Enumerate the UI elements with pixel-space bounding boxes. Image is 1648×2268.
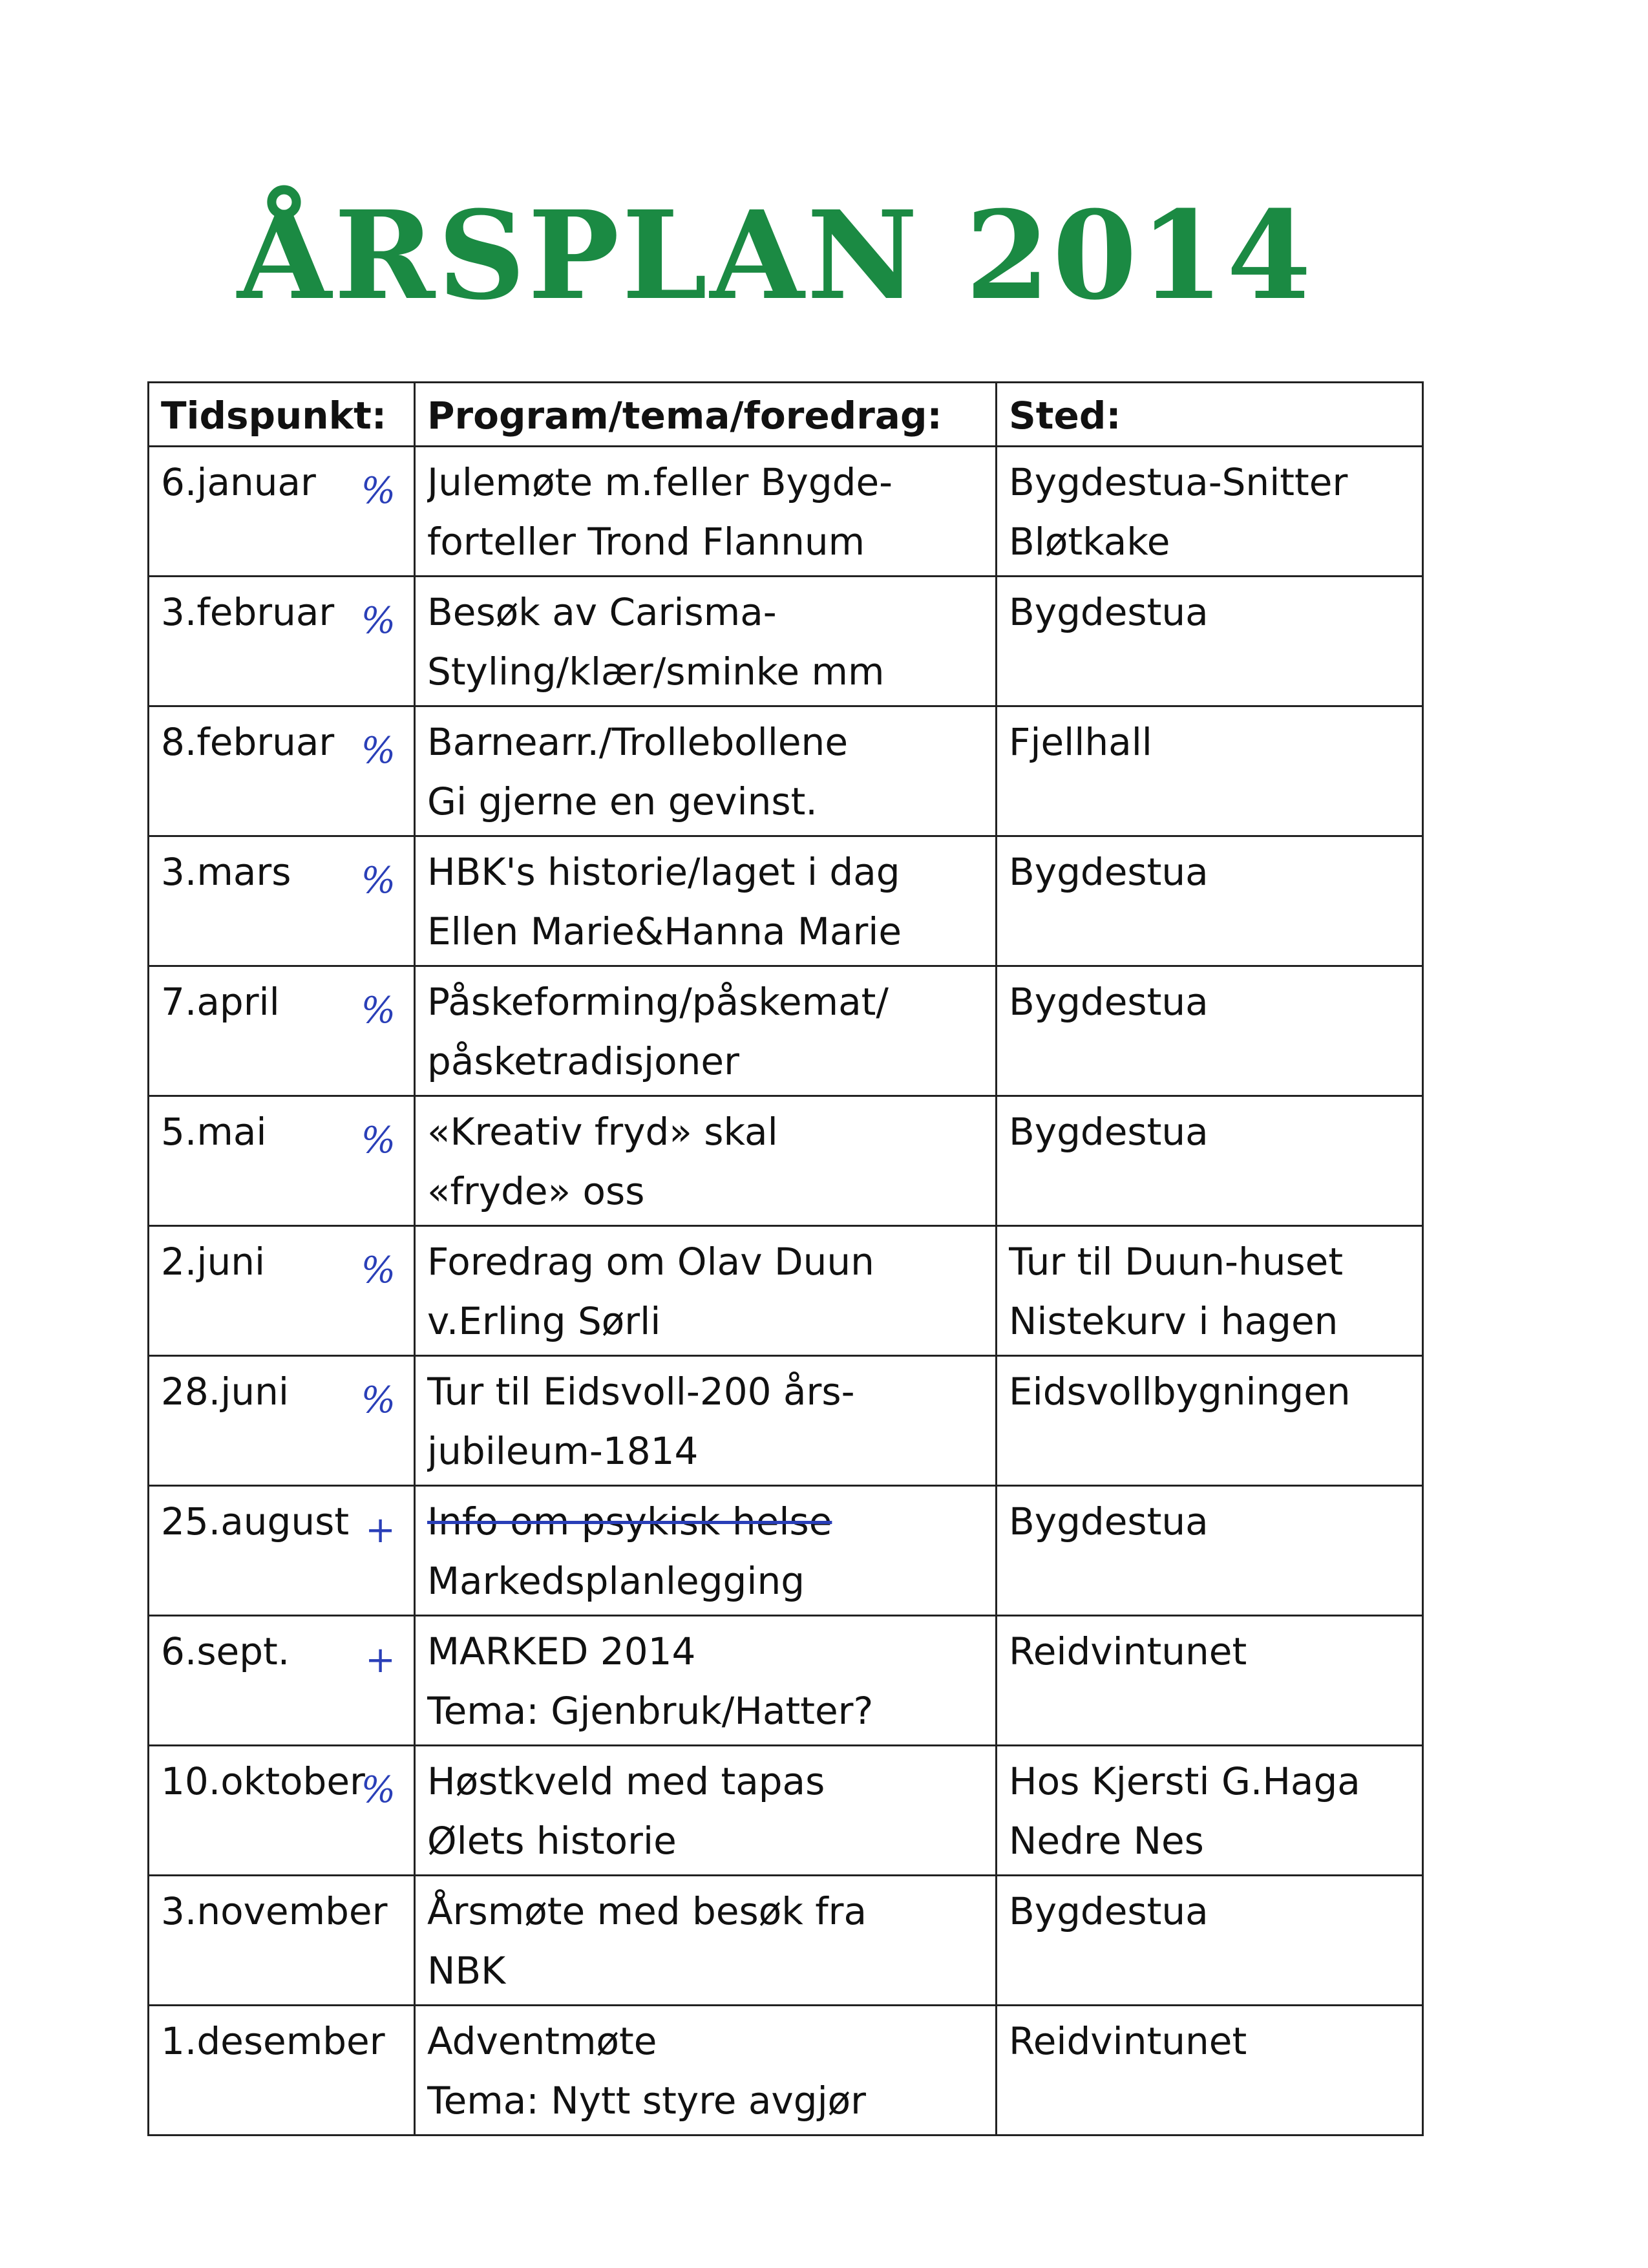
program-line: Besøk av Carisma- (427, 590, 777, 634)
program-cell (415, 836, 997, 966)
program-line: «fryde» oss (427, 1169, 645, 1213)
date-cell (149, 1486, 415, 1616)
place-line: Bygdestua (1009, 1500, 1209, 1543)
handwritten-mark: % (361, 860, 396, 902)
date-cell (149, 706, 415, 836)
table-row (149, 706, 1423, 836)
program-line: MARKED 2014 (427, 1629, 696, 1673)
place-line: Eidsvollbygningen (1009, 1370, 1351, 1414)
place-cell (997, 836, 1423, 966)
page-title: ÅRSPLAN 2014 (237, 184, 1314, 327)
place-line: Bygdestua-Snitter (1009, 460, 1348, 504)
date-text: 6.sept. (161, 1629, 290, 1673)
place-cell (997, 1746, 1423, 1876)
date-text: 7.april (161, 980, 280, 1024)
table-row (149, 2006, 1423, 2136)
place-line: Hos Kjersti G.Haga (1009, 1759, 1360, 1803)
program-cell (415, 2006, 997, 2136)
table-row (149, 1616, 1423, 1746)
program-line: påsketradisjoner (427, 1039, 739, 1083)
table-row (149, 1876, 1423, 2006)
date-text: 25.august (161, 1500, 350, 1543)
program-line-struck: Info om psykisk helse (427, 1500, 832, 1543)
place-cell (997, 706, 1423, 836)
handwritten-mark: % (361, 1769, 396, 1811)
date-cell (149, 447, 415, 577)
table-row (149, 577, 1423, 706)
place-cell (997, 1226, 1423, 1356)
date-text: 1.desember (161, 2019, 385, 2063)
date-cell (149, 836, 415, 966)
program-line: Tema: Gjenbruk/Hatter? (427, 1689, 874, 1733)
place-cell (997, 1096, 1423, 1226)
place-line: Nistekurv i hagen (1009, 1299, 1338, 1343)
place-cell (997, 447, 1423, 577)
program-line: jubileum-1814 (427, 1429, 699, 1473)
table-row (149, 1486, 1423, 1616)
date-cell (149, 1876, 415, 2006)
program-line: NBK (427, 1949, 506, 1993)
program-line: Styling/klær/sminke mm (427, 650, 885, 694)
program-cell (415, 1356, 997, 1486)
handwritten-mark: + (365, 1509, 396, 1551)
program-line: Foredrag om Olav Duun (427, 1240, 874, 1284)
date-text: 10.oktober (161, 1759, 365, 1803)
date-text: 3.november (161, 1889, 388, 1933)
place-line: Reidvintunet (1009, 1629, 1247, 1673)
table-row (149, 836, 1423, 966)
handwritten-mark: % (361, 470, 396, 512)
date-text: 3.februar (161, 590, 335, 634)
schedule-table (147, 381, 1424, 2136)
program-line: Årsmøte med besøk fra (427, 1889, 867, 1933)
date-text: 6.januar (161, 460, 316, 504)
date-cell (149, 577, 415, 706)
date-cell (149, 966, 415, 1096)
place-line: Nedre Nes (1009, 1819, 1204, 1863)
place-cell (997, 966, 1423, 1096)
place-cell (997, 1356, 1423, 1486)
program-line: Høstkveld med tapas (427, 1759, 825, 1803)
program-cell (415, 1616, 997, 1746)
date-cell (149, 2006, 415, 2136)
handwritten-mark: % (361, 1379, 396, 1421)
handwritten-mark: % (361, 1249, 396, 1291)
program-line: Påskeforming/påskemat/ (427, 980, 889, 1024)
place-cell (997, 1876, 1423, 2006)
place-line: Tur til Duun-huset (1009, 1240, 1344, 1284)
program-line: «Kreativ fryd» skal (427, 1110, 778, 1154)
program-line: Tur til Eidsvoll-200 års- (427, 1370, 855, 1414)
date-text: 8.februar (161, 720, 335, 764)
program-line: HBK's historie/laget i dag (427, 850, 900, 894)
handwritten-mark: % (361, 600, 396, 642)
header-program: Program/tema/foredrag: (415, 383, 997, 447)
program-line: v.Erling Sørli (427, 1299, 661, 1343)
handwritten-mark: + (365, 1639, 396, 1681)
place-line: Bygdestua (1009, 1110, 1209, 1154)
handwritten-mark: % (361, 1119, 396, 1161)
header-place: Sted: (997, 383, 1423, 447)
date-text: 3.mars (161, 850, 291, 894)
header-date: Tidspunkt: (149, 383, 415, 447)
place-line: Bygdestua (1009, 1889, 1209, 1933)
place-line: Reidvintunet (1009, 2019, 1247, 2063)
place-cell (997, 577, 1423, 706)
handwritten-mark: % (361, 730, 396, 772)
program-cell (415, 706, 997, 836)
date-text: 5.mai (161, 1110, 267, 1154)
date-cell (149, 1226, 415, 1356)
program-cell (415, 447, 997, 577)
program-line: Barnearr./Trollebollene (427, 720, 848, 764)
place-cell (997, 2006, 1423, 2136)
program-cell (415, 1096, 997, 1226)
program-cell (415, 1876, 997, 2006)
date-text: 2.juni (161, 1240, 266, 1284)
program-cell (415, 1486, 997, 1616)
program-line: forteller Trond Flannum (427, 520, 865, 564)
table-row (149, 1746, 1423, 1876)
program-cell (415, 1746, 997, 1876)
program-line: Ellen Marie&Hanna Marie (427, 909, 902, 953)
date-cell (149, 1096, 415, 1226)
program-line: Adventmøte (427, 2019, 657, 2063)
table-row (149, 1356, 1423, 1486)
program-cell (415, 1226, 997, 1356)
table-row (149, 1226, 1423, 1356)
place-cell (997, 1486, 1423, 1616)
date-cell (149, 1746, 415, 1876)
program-cell (415, 966, 997, 1096)
table-header-row (149, 383, 1423, 447)
table-row (149, 966, 1423, 1096)
date-text: 28.juni (161, 1370, 289, 1414)
handwritten-mark: % (361, 990, 396, 1032)
table-row (149, 447, 1423, 577)
program-cell (415, 577, 997, 706)
place-line: Bygdestua (1009, 980, 1209, 1024)
program-line: Tema: Nytt styre avgjør (427, 2079, 867, 2123)
program-line: Ølets historie (427, 1819, 677, 1863)
place-line: Bygdestua (1009, 850, 1209, 894)
program-line: Markedsplanlegging (427, 1559, 805, 1603)
place-line: Bløtkake (1009, 520, 1170, 564)
program-line: Julemøte m.feller Bygde- (427, 460, 893, 504)
program-line: Gi gjerne en gevinst. (427, 779, 818, 823)
place-line: Fjellhall (1009, 720, 1152, 764)
place-cell (997, 1616, 1423, 1746)
table-row (149, 1096, 1423, 1226)
place-line: Bygdestua (1009, 590, 1209, 634)
date-cell (149, 1616, 415, 1746)
date-cell (149, 1356, 415, 1486)
